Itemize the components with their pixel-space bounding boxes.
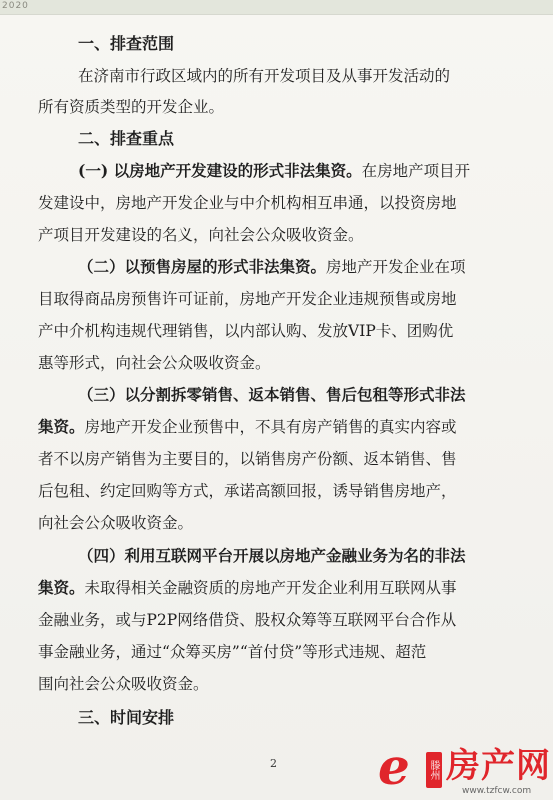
- item4-title-line-1: （四）利用互联网平台开展以房地产金融业务为名的非法: [78, 546, 466, 565]
- watermark-brand: 房产网: [446, 746, 551, 786]
- item1-line-1: [0, 161, 553, 181]
- watermark-url: www.tzfcw.com: [462, 786, 532, 796]
- item4-line-4: 事金融业务，通过“众筹买房”“首付贷”等形式违规、超范: [38, 643, 427, 661]
- site-watermark-logo: [378, 737, 553, 800]
- item1-line1-rest: 在房地产项目开: [361, 162, 471, 180]
- item1-line-2: 发建设中，房地产开发企业与中介机构相互串通，以投资房地: [38, 194, 457, 212]
- section3-heading: 三、时间安排: [78, 708, 175, 727]
- item2-line-3: 产中介机构违规代理销售，以内部认购、发放VIP卡、团购优: [38, 322, 454, 340]
- item2-line-2: 目取得商品房预售许可证前，房地产开发企业违规预售或房地: [38, 290, 457, 308]
- section1-heading: 一、排查范围: [78, 34, 175, 53]
- item2-line-1: [0, 257, 553, 277]
- item4-line2-rest: 未取得相关金融资质的房地产开发企业利用互联网从事: [84, 579, 457, 597]
- item3-line-5: 向社会公众吸收资金。: [38, 514, 194, 532]
- item1-line-3: 产项目开发建设的名义，向社会公众吸收资金。: [38, 226, 364, 244]
- section2-heading: 二、排查重点: [78, 129, 175, 148]
- item4-line-3: 金融业务，或与P2P网络借贷、股权众筹等互联网平台合作从: [38, 611, 457, 629]
- item2-line-4: 惠等形式，向社会公众吸收资金。: [38, 354, 271, 372]
- item3-title-line-1: （三）以分割拆零销售、返本销售、售后包租等形式非法: [78, 385, 466, 404]
- scan-top-strip: [0, 0, 553, 15]
- item4-line-5: 围向社会公众吸收资金。: [38, 675, 209, 693]
- section1-line-1: 在济南市行政区域内的所有开发项目及从事开发活动的: [78, 67, 451, 85]
- item3-line-2: [0, 417, 553, 437]
- item2-title: （二）以预售房屋的形式非法集资。: [78, 257, 327, 276]
- item2-line1-rest: 房地产开发企业在项: [326, 258, 466, 276]
- item4-title-end: 集资。: [38, 578, 85, 597]
- corner-mark: 2020: [2, 1, 29, 11]
- item1-title: (一) 以房地产开发建设的形式非法集资。: [78, 161, 362, 180]
- item4-line-2: [0, 578, 553, 598]
- item3-title-end: 集资。: [38, 417, 85, 436]
- page-number: 2: [270, 757, 277, 770]
- section1-line-2: 所有资质类型的开发企业。: [38, 98, 225, 116]
- item3-line-3: 者不以房产销售为主要目的，以销售房产份额、返本销售、售: [38, 450, 457, 468]
- e-logo-icon: e: [378, 737, 410, 796]
- item3-line-4: 后包租、约定回购等方式，承诺高额回报，诱导销售房地产，: [38, 482, 457, 500]
- item3-line2-rest: 房地产开发企业预售中，不具有房产销售的真实内容或: [84, 418, 457, 436]
- watermark-city: 滕州: [426, 752, 442, 788]
